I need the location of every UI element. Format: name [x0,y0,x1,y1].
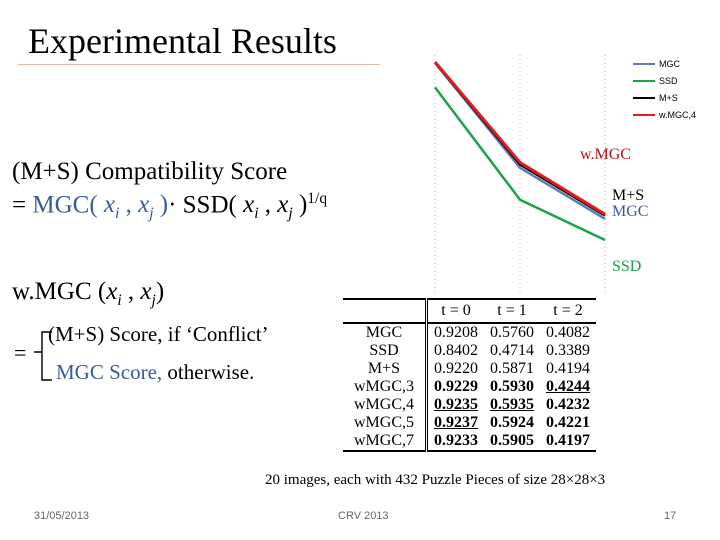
footer-date: 31/05/2013 [34,510,90,522]
table-row-label: SSD [343,342,427,360]
piecewise-case1: (M+S) Score, if ‘Conflict’ [48,322,269,346]
table-cell: 0.5871 [490,360,534,377]
chart-legend [633,59,696,120]
table-cell: 0.5935 [490,396,534,413]
table-row [343,360,596,378]
table-header-cell: t = 1 [484,299,540,323]
table-cell: 0.5924 [490,414,534,431]
legend-label: w.MGC,4 [659,110,697,120]
table-cell: 0.9208 [434,324,478,341]
table-header-cell: t = 2 [540,299,596,323]
wmgc-label: w.MGC ( [12,278,107,305]
table-cell: 0.5930 [490,378,534,395]
footer-venue: CRV 2013 [338,510,389,522]
table-cell: 0.5760 [490,324,534,341]
table-row-label: M+S [343,360,427,378]
piecewise-case2 [56,360,254,385]
table-cell: 0.9237 [434,414,478,431]
table-row [343,414,596,432]
footer-page-number: 17 [664,510,677,522]
legend-label: SSD [659,76,678,86]
table-cell: 0.9233 [427,432,485,451]
table-row [343,396,596,414]
piecewise-case2-rest: otherwise. [162,360,255,384]
chart-label-ms: M+S [612,187,645,204]
chart-label-mgc: MGC [612,203,649,220]
table-cell: 0.8402 [434,342,478,359]
wmgc-definition: w.MGC ($x_i$ , $x_j$) [12,278,165,309]
formula-mgc: MGC( [32,191,104,219]
formula-ssd: SSD( [176,191,244,219]
table-cell: 0.4244 [546,378,590,395]
table-cell: 0.9235 [434,396,478,413]
table-cell: 0.4082 [546,324,590,341]
table-cell: 0.4194 [546,360,590,377]
table-cell: 0.3389 [546,342,590,359]
table-cell: 0.4714 [490,342,534,359]
table-row-label: MGC [343,323,427,342]
table-row [343,432,596,451]
formula-line2 [12,190,327,223]
table-cell: 0.4197 [540,432,596,451]
legend-label: MGC [659,59,680,69]
legend-label: M+S [659,93,678,103]
chart-label-ssd: SSD [612,258,642,275]
table-row-label: wMGC,4 [343,396,427,414]
formula-exponent: 1/q [307,190,328,207]
table-header-row [343,299,596,323]
table-cell: 0.4232 [546,396,590,413]
table-header-cell: t = 0 [427,299,485,323]
slide-title: Experimental Results [28,21,337,61]
formula-dot: · [168,191,177,219]
results-table [343,298,596,452]
chart-label-wmgc: w.MGC [580,146,631,163]
table-row-label: wMGC,7 [343,432,427,451]
table-row-label: wMGC,3 [343,378,427,396]
formula-mgc-args: $x_i$ , $x_j$ ) [103,191,169,223]
piecewise-case2-mgc: MGC Score, [56,360,163,384]
table-header-cell [343,299,427,323]
table-cell: 0.9220 [434,360,478,377]
table-cell: 0.5905 [484,432,540,451]
table-caption: 20 images, each with 432 Puzzle Pieces of size 28×28×3 [265,472,606,488]
table-cell: 0.9229 [434,378,478,395]
piecewise-equals: = [14,340,27,365]
table-cell: 0.4221 [546,414,590,431]
table-row [343,342,596,360]
formula-ssd-args: $x_i$ , $x_j$ ) [243,191,308,223]
formula-line1: (M+S) Compatibility Score [12,158,288,185]
formula-eq: = [12,191,33,219]
table-row [343,378,596,396]
table-row-label: wMGC,5 [343,414,427,432]
table-row [343,323,596,342]
